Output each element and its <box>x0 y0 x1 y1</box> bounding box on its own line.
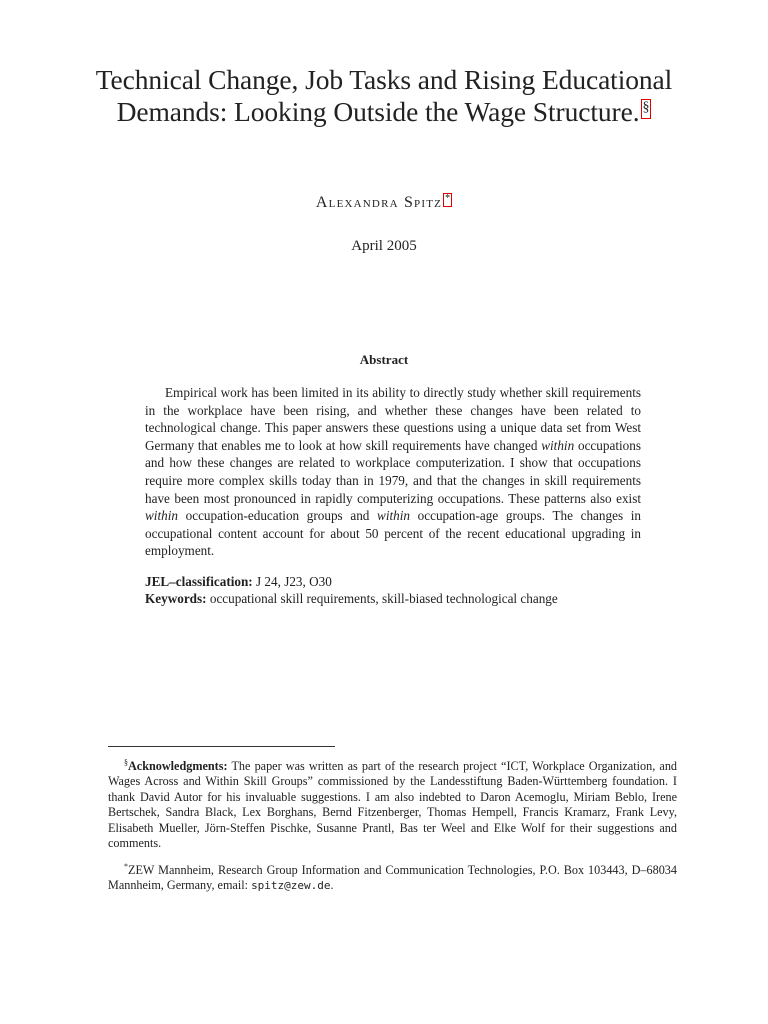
abstract-text: occupation-age groups. The changes in occupational content account for about 50 percent of the recent educational upgrading in employment. <box>145 508 641 559</box>
footnote-mark: § <box>124 758 128 767</box>
keywords-value: occupational skill requirements, skill-biased technological change <box>209 591 558 606</box>
footnote-divider <box>108 746 335 747</box>
paper-title-text: Technical Change, Job Tasks and Rising Educational Demands: Looking Outside the Wage Structure. <box>95 64 673 127</box>
footnote-affiliation <box>108 863 677 894</box>
paper-author <box>0 193 768 213</box>
footnote-end: . <box>330 878 334 893</box>
abstract-text: Empirical work has been limited in its ability to directly study whether skill requirements in the workplace have been rising, and whether these changes have been related to technological change. This paper answers these questions using a unique data set from West Germany that enables me to look at how skill requirements have changed <box>145 385 641 453</box>
author-name: Alexandra Spitz <box>315 194 443 211</box>
footnote-acknowledgments <box>108 759 677 851</box>
abstract-heading: Abstract <box>359 352 409 367</box>
jel-classification <box>145 573 665 591</box>
author-email-link[interactable]: spitz@zew.de <box>251 879 331 893</box>
author-footnote-link[interactable]: * <box>443 193 452 207</box>
abstract-text: occupation-education groups and <box>177 508 378 524</box>
paper-date: April 2005 <box>351 238 417 254</box>
paper-title <box>40 64 728 128</box>
jel-label: JEL–classification: <box>145 574 253 589</box>
abstract-emphasis: within <box>541 437 575 453</box>
abstract-emphasis: within <box>377 508 411 524</box>
abstract-text: occupations and how these changes are related to workplace computerization. I show that occupations require more complex skills today than in 1979, and that the changes in skill requirements have been most pronounced in rapidly computerizing occupations. These patterns also exist <box>145 437 641 506</box>
title-footnote-link[interactable]: § <box>641 99 652 119</box>
keywords <box>145 590 665 608</box>
keywords-label: Keywords: <box>145 591 207 606</box>
abstract-emphasis: within <box>145 508 178 524</box>
jel-value: J 24, J23, O30 <box>256 574 332 589</box>
footnote-text: ZEW Mannheim, Research Group Information and Communication Technologies, P.O. Box 103443, D–68034 Mannheim, Germany, email: <box>108 863 677 893</box>
footnote-mark: * <box>124 862 128 871</box>
footnote-text: The paper was written as part of the research project “ICT, Workplace Organization, and Wages Across and Within Skill Groups” commissioned by the Landesstiftung Baden-Württemberg foundation. I thank David Autor for his invaluable suggestions. I am also indebted to Daron Acemoglu, Miriam Beblo, Irene Bertschek, Sandra Black, Lex Borghans, Bernd Fitzenberger, Thomas Hempell, Francis Kramarz, Frank Levy, Elisabeth Mueller, Jörn-Steffen Pischke, Susanne Prantl, Bas ter Weel and Elke Wolf for their suggestions and comments. <box>108 759 678 851</box>
footnote-label: Acknowledgments: <box>128 759 228 773</box>
abstract-body <box>145 384 641 560</box>
